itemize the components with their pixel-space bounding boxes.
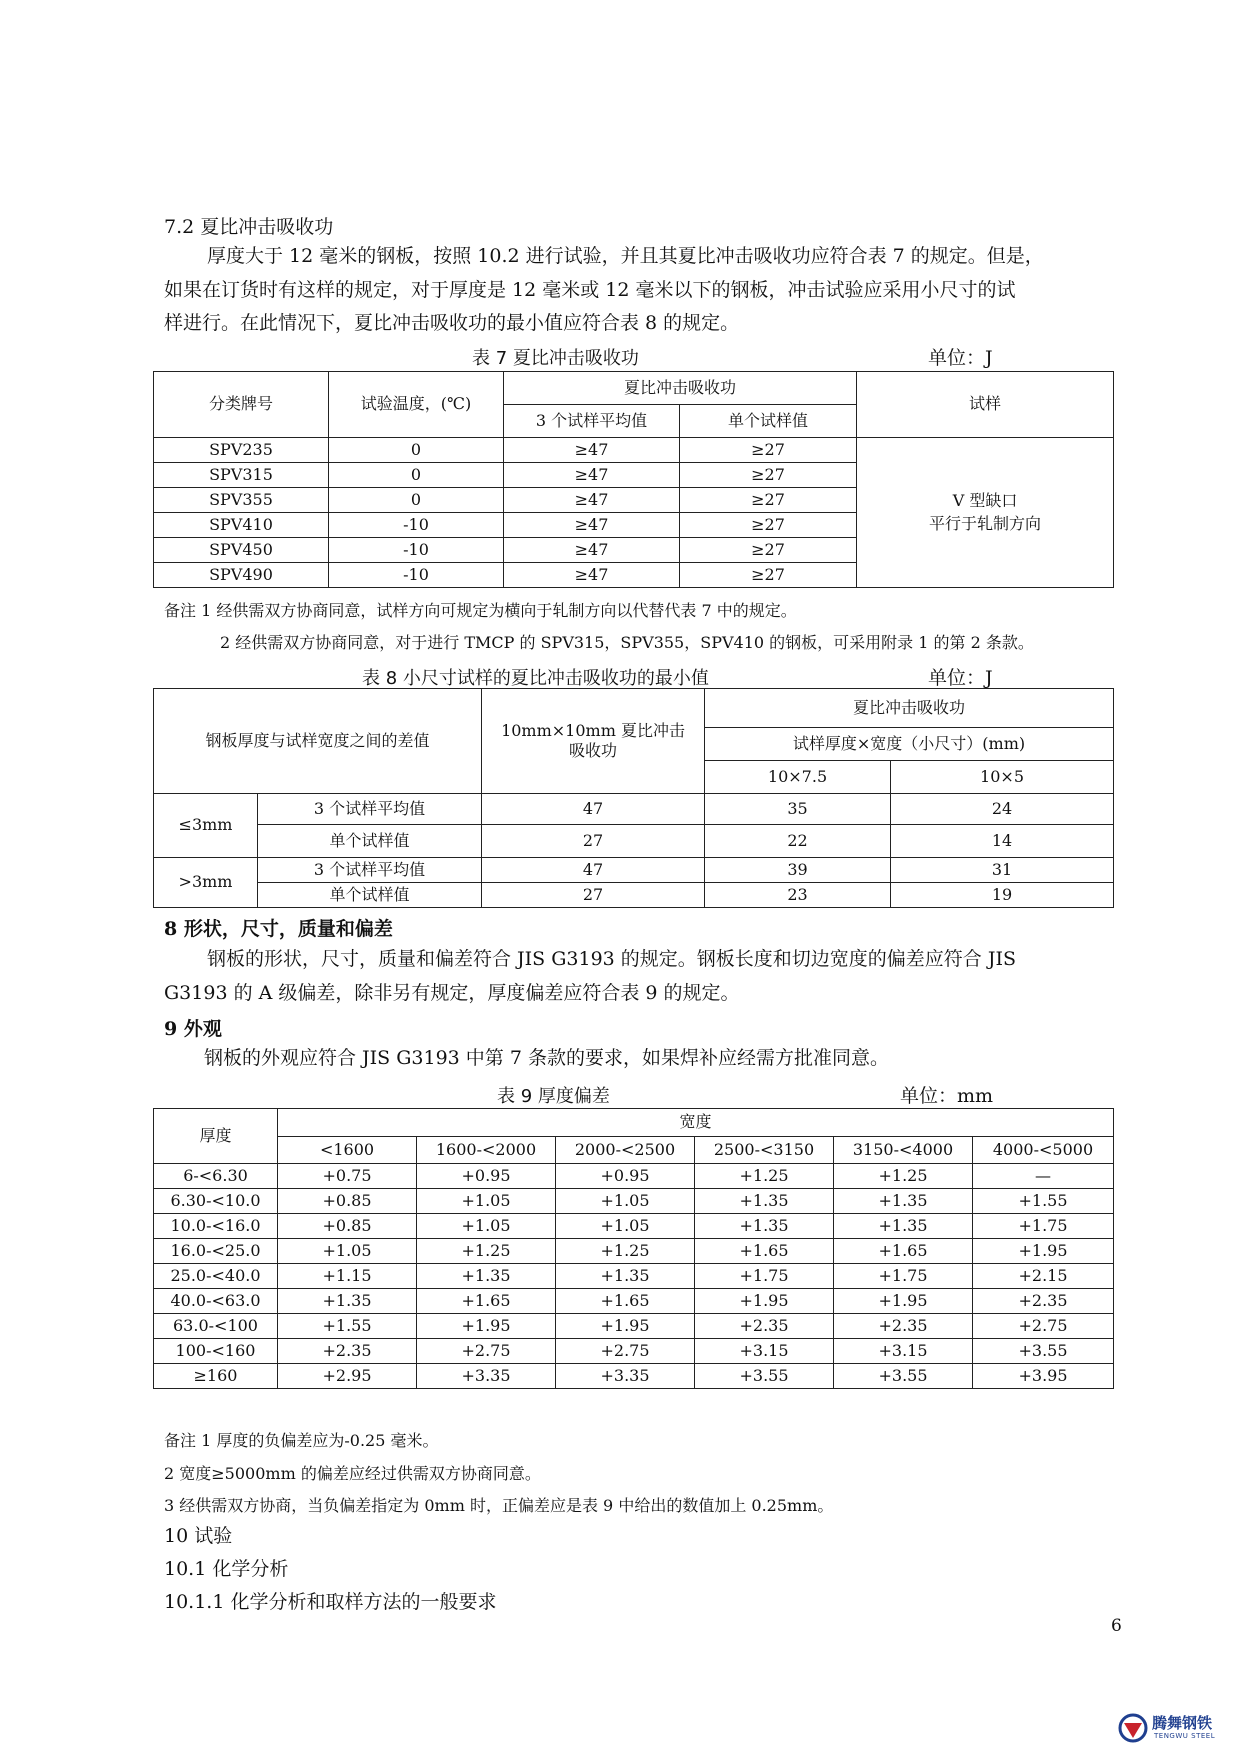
cell-tolerance: +1.05	[556, 1189, 695, 1214]
cell-tolerance: +2.95	[278, 1364, 417, 1389]
cell-thickness: 63.0-<100	[154, 1314, 278, 1339]
cell-temp: 0	[329, 438, 504, 463]
cell-tolerance: +1.95	[973, 1239, 1114, 1264]
table-row	[154, 1314, 1114, 1339]
cell-thickness: 6.30-<10.0	[154, 1189, 278, 1214]
cell-tolerance: +1.35	[556, 1264, 695, 1289]
cell-tolerance: +2.35	[973, 1289, 1114, 1314]
header-impact-energy: 夏比冲击吸收功	[504, 372, 857, 405]
table-9-note-1: 备注 1 厚度的负偏差应为-0.25 毫米。	[164, 1431, 439, 1450]
cell-tolerance: +1.15	[278, 1264, 417, 1289]
cell-grade: SPV450	[154, 538, 329, 563]
header-width-range: 3150-<4000	[834, 1137, 973, 1164]
table-row	[154, 794, 1114, 825]
paragraph-line: 样进行。在此情况下，夏比冲击吸收功的最小值应符合表 8 的规定。	[164, 312, 740, 334]
section-10-heading: 10 试验	[164, 1525, 233, 1547]
paragraph-line: 钢板的外观应符合 JIS G3193 中第 7 条款的要求，如果焊补应经需方批准同意。	[204, 1047, 889, 1069]
paragraph-line: G3193 的 A 级偏差，除非另有规定，厚度偏差应符合表 9 的规定。	[164, 982, 740, 1004]
cell-label: 单个试样值	[258, 883, 482, 908]
cell-tolerance: +1.95	[417, 1314, 556, 1339]
cell-tolerance: +3.35	[417, 1364, 556, 1389]
cell-grade: SPV410	[154, 513, 329, 538]
table-row	[154, 1164, 1114, 1189]
cell-avg: ≥47	[504, 513, 680, 538]
table-row	[154, 1214, 1114, 1239]
table-9-unit: 单位：mm	[900, 1085, 994, 1107]
cell-label: 3 个试样平均值	[258, 794, 482, 825]
cell-tolerance: +2.35	[834, 1314, 973, 1339]
paragraph-line: 钢板的形状，尺寸，质量和偏差符合 JIS G3193 的规定。钢板长度和切边宽度的偏差应符合 JIS	[207, 948, 1016, 970]
header-width: 宽度	[278, 1109, 1114, 1137]
cell-temp: -10	[329, 513, 504, 538]
cell-avg: ≥47	[504, 488, 680, 513]
cell-label: 单个试样值	[258, 825, 482, 858]
header-impact-energy: 夏比冲击吸收功	[705, 689, 1114, 728]
header-test-temperature: 试验温度，(℃)	[329, 372, 504, 438]
cell-tolerance: +1.35	[278, 1289, 417, 1314]
cell-range: ≤3mm	[154, 794, 258, 858]
table-7-note-1: 备注 1 经供需双方协商同意，试样方向可规定为横向于轧制方向以代替代表 7 中的规定。	[164, 601, 797, 620]
cell-10x7-5: 39	[705, 858, 891, 883]
cell-temp: -10	[329, 538, 504, 563]
table-9-caption: 表 9 厚度偏差	[497, 1086, 610, 1107]
cell-avg: ≥47	[504, 438, 680, 463]
cell-full: 47	[482, 794, 705, 825]
cell-tolerance: +1.25	[417, 1239, 556, 1264]
cell-tolerance: +1.55	[973, 1189, 1114, 1214]
table-8	[153, 688, 1114, 908]
cell-single: ≥27	[680, 513, 857, 538]
cell-grade: SPV490	[154, 563, 329, 588]
table-row	[154, 1189, 1114, 1214]
table-row	[154, 438, 1114, 463]
cell-tolerance: +2.75	[417, 1339, 556, 1364]
cell-tolerance: +3.15	[695, 1339, 834, 1364]
section-9-heading: 9 外观	[164, 1018, 222, 1040]
specimen-notch: V 型缺口	[952, 491, 1018, 511]
cell-single: ≥27	[680, 538, 857, 563]
cell-single: ≥27	[680, 488, 857, 513]
header-thickness-width-difference: 钢板厚度与试样宽度之间的差值	[154, 689, 482, 794]
cell-grade: SPV235	[154, 438, 329, 463]
table-row	[154, 1364, 1114, 1389]
cell-tolerance: +1.65	[695, 1239, 834, 1264]
table-row	[154, 1239, 1114, 1264]
cell-grade: SPV315	[154, 463, 329, 488]
cell-thickness: ≥160	[154, 1364, 278, 1389]
paragraph-line: 如果在订货时有这样的规定，对于厚度是 12 毫米或 12 毫米以下的钢板，冲击试验应采用小尺寸的试	[164, 279, 1016, 301]
logo-text-en: TENGWU STEEL	[1154, 1732, 1216, 1740]
cell-single: ≥27	[680, 463, 857, 488]
table-row	[154, 1289, 1114, 1314]
cell-avg: ≥47	[504, 538, 680, 563]
cell-tolerance: +2.35	[278, 1339, 417, 1364]
cell-tolerance: +1.05	[556, 1214, 695, 1239]
table-9	[153, 1108, 1114, 1389]
table-9-note-2: 2 宽度≥5000mm 的偏差应经过供需双方协商同意。	[164, 1464, 541, 1483]
logo-text-cn: 腾舞钢铁	[1152, 1714, 1213, 1732]
cell-tolerance: +3.55	[695, 1364, 834, 1389]
header-full-size-line1: 10mm×10mm 夏比冲击	[501, 720, 685, 740]
cell-10x5: 14	[891, 825, 1114, 858]
cell-tolerance: +3.55	[973, 1339, 1114, 1364]
cell-single: ≥27	[680, 438, 857, 463]
cell-tolerance: +1.65	[417, 1289, 556, 1314]
cell-avg: ≥47	[504, 463, 680, 488]
table-9-note-3: 3 经供需双方协商，当负偏差指定为 0mm 时，正偏差应是表 9 中给出的数值加上 0.25mm。	[164, 1496, 834, 1515]
cell-tolerance: +1.75	[695, 1264, 834, 1289]
header-specimen: 试样	[857, 372, 1114, 438]
cell-temp: -10	[329, 563, 504, 588]
cell-tolerance: +2.15	[973, 1264, 1114, 1289]
cell-thickness: 6-<6.30	[154, 1164, 278, 1189]
company-logo	[1118, 1710, 1228, 1746]
cell-tolerance: +1.95	[695, 1289, 834, 1314]
header-single-value: 单个试样值	[680, 405, 857, 438]
cell-tolerance: +2.75	[556, 1339, 695, 1364]
cell-specimen	[857, 438, 1114, 588]
cell-tolerance: +1.25	[695, 1164, 834, 1189]
cell-avg: ≥47	[504, 563, 680, 588]
header-width-range: 1600-<2000	[417, 1137, 556, 1164]
cell-10x7-5: 23	[705, 883, 891, 908]
table-row	[154, 883, 1114, 908]
cell-tolerance: +3.15	[834, 1339, 973, 1364]
cell-thickness: 10.0-<16.0	[154, 1214, 278, 1239]
cell-single: ≥27	[680, 563, 857, 588]
header-10x7-5: 10×7.5	[705, 761, 891, 794]
cell-10x5: 24	[891, 794, 1114, 825]
header-subsize-dimensions: 试样厚度×宽度（小尺寸）(mm)	[705, 728, 1114, 761]
cell-tolerance: +1.35	[834, 1189, 973, 1214]
cell-temp: 0	[329, 488, 504, 513]
cell-range: >3mm	[154, 858, 258, 908]
section-10-1-1-heading: 10.1.1 化学分析和取样方法的一般要求	[164, 1591, 497, 1613]
cell-tolerance: +1.35	[695, 1189, 834, 1214]
cell-tolerance: +1.35	[417, 1264, 556, 1289]
page-number: 6	[1111, 1616, 1122, 1636]
header-full-size-energy	[482, 689, 705, 794]
cell-tolerance: +3.55	[834, 1364, 973, 1389]
table-row	[154, 1264, 1114, 1289]
cell-tolerance: +1.65	[556, 1289, 695, 1314]
cell-tolerance: +0.75	[278, 1164, 417, 1189]
section-10-1-heading: 10.1 化学分析	[164, 1558, 289, 1580]
cell-tolerance: +0.95	[556, 1164, 695, 1189]
cell-full: 47	[482, 858, 705, 883]
table-7	[153, 371, 1114, 588]
header-thickness: 厚度	[154, 1109, 278, 1164]
section-8-heading: 8 形状，尺寸，质量和偏差	[164, 918, 393, 940]
cell-10x7-5: 35	[705, 794, 891, 825]
table-row	[154, 1339, 1114, 1364]
specimen-direction: 平行于轧制方向	[929, 513, 1042, 533]
paragraph-line: 厚度大于 12 毫米的钢板，按照 10.2 进行试验，并且其夏比冲击吸收功应符合表 7 的规定。但是，	[207, 245, 1044, 267]
table-row	[154, 825, 1114, 858]
header-width-range: 4000-<5000	[973, 1137, 1114, 1164]
header-width-range: 2000-<2500	[556, 1137, 695, 1164]
cell-tolerance: +1.05	[278, 1239, 417, 1264]
cell-label: 3 个试样平均值	[258, 858, 482, 883]
cell-grade: SPV355	[154, 488, 329, 513]
cell-tolerance: +3.35	[556, 1364, 695, 1389]
cell-tolerance: —	[973, 1164, 1114, 1189]
section-7-2-heading: 7.2 夏比冲击吸收功	[164, 216, 334, 238]
cell-tolerance: +1.05	[417, 1189, 556, 1214]
cell-tolerance: +1.35	[695, 1214, 834, 1239]
cell-thickness: 40.0-<63.0	[154, 1289, 278, 1314]
cell-tolerance: +1.05	[417, 1214, 556, 1239]
cell-tolerance: +3.95	[973, 1364, 1114, 1389]
cell-tolerance: +1.25	[834, 1164, 973, 1189]
cell-tolerance: +1.25	[556, 1239, 695, 1264]
table-8-caption: 表 8 小尺寸试样的夏比冲击吸收功的最小值	[362, 668, 709, 689]
cell-full: 27	[482, 883, 705, 908]
cell-full: 27	[482, 825, 705, 858]
table-7-unit: 单位：J	[928, 347, 993, 369]
cell-tolerance: +2.75	[973, 1314, 1114, 1339]
logo-emblem-icon	[1118, 1713, 1148, 1743]
header-average-of-3: 3 个试样平均值	[504, 405, 680, 438]
table-7-note-2: 2 经供需双方协商同意，对于进行 TMCP 的 SPV315，SPV355，SPV410 的钢板，可采用附录 1 的第 2 条款。	[220, 633, 1034, 652]
cell-10x5: 31	[891, 858, 1114, 883]
cell-tolerance: +0.85	[278, 1189, 417, 1214]
table-row	[154, 858, 1114, 883]
cell-temp: 0	[329, 463, 504, 488]
cell-tolerance: +1.75	[973, 1214, 1114, 1239]
table-8-unit: 单位：J	[928, 667, 993, 689]
cell-tolerance: +2.35	[695, 1314, 834, 1339]
cell-tolerance: +1.95	[834, 1289, 973, 1314]
cell-tolerance: +1.95	[556, 1314, 695, 1339]
cell-tolerance: +1.75	[834, 1264, 973, 1289]
header-width-range: <1600	[278, 1137, 417, 1164]
cell-tolerance: +0.85	[278, 1214, 417, 1239]
cell-tolerance: +1.35	[834, 1214, 973, 1239]
cell-thickness: 100-<160	[154, 1339, 278, 1364]
header-10x5: 10×5	[891, 761, 1114, 794]
cell-tolerance: +0.95	[417, 1164, 556, 1189]
header-full-size-line2: 吸收功	[569, 741, 618, 760]
cell-tolerance: +1.55	[278, 1314, 417, 1339]
header-grade: 分类牌号	[154, 372, 329, 438]
table-7-caption: 表 7 夏比冲击吸收功	[472, 348, 639, 369]
cell-10x7-5: 22	[705, 825, 891, 858]
cell-thickness: 25.0-<40.0	[154, 1264, 278, 1289]
cell-10x5: 19	[891, 883, 1114, 908]
cell-thickness: 16.0-<25.0	[154, 1239, 278, 1264]
cell-tolerance: +1.65	[834, 1239, 973, 1264]
header-width-range: 2500-<3150	[695, 1137, 834, 1164]
